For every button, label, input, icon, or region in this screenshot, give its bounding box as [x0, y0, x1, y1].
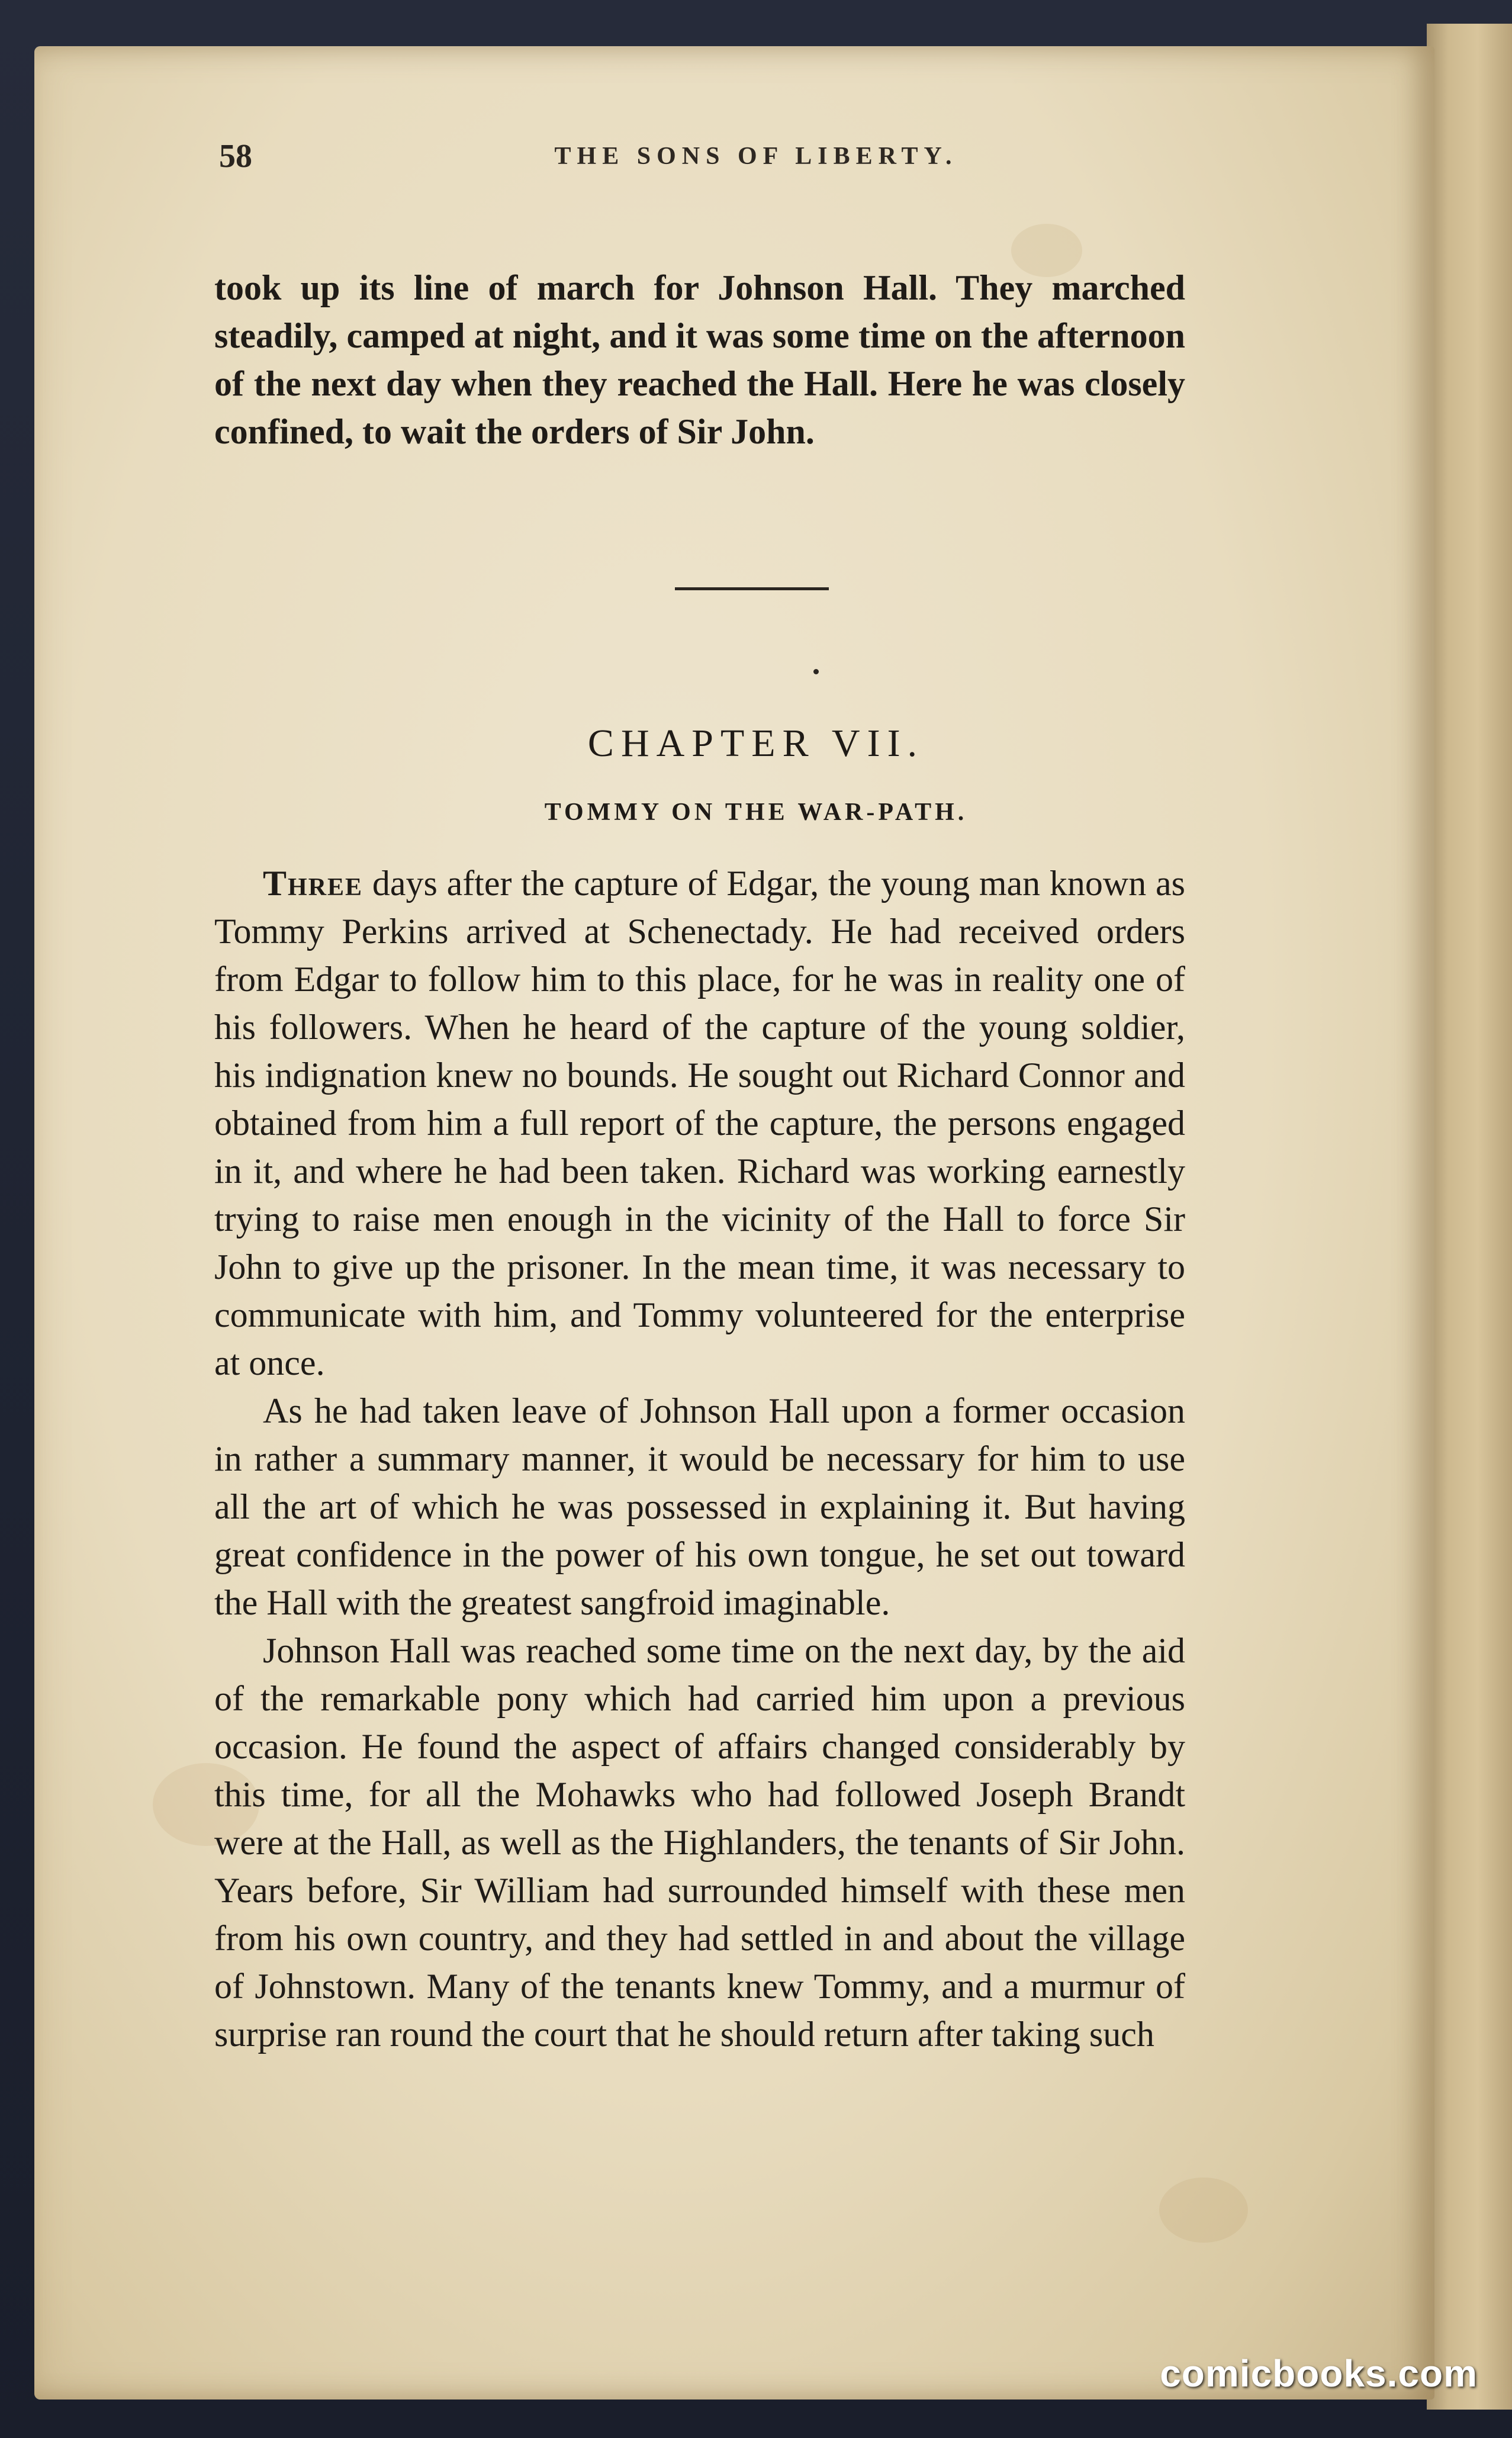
page-number: 58	[219, 138, 252, 175]
chapter-body	[214, 860, 1185, 2059]
paper-stain	[1159, 2178, 1248, 2243]
paragraph: Johnson Hall was reached some time on the next day, by the aid of the remarkable pony which had carried him upon a previous occasion. He found the aspect of affairs changed considerably by this time, for all the Mohawks who had followed Joseph Brandt were at the Hall, as well as the Highlanders, the tenants of Sir John. Years before, Sir William had surrounded himself with these men from his own country, and they had settled in and about the village of Johnstown. Many of the tenants knew Tommy, and a murmur of surprise ran round the court that he should return after taking such	[214, 1631, 1185, 2054]
paragraph	[214, 860, 1185, 1387]
chapter-title: CHAPTER VII.	[587, 722, 925, 765]
ornament-dot	[813, 669, 819, 674]
paragraph-text: days after the capture of Edgar, the young man known as Tommy Perkins arrived at Schenectady. He had received orders from Edgar to follow him to this place, for he was in reality one of his followers. When he heard of the capture of the young soldier, his indignation knew no bounds. He sought out Richard Connor and obtained from him a full report of the capture, the persons engaged in it, and where he had been taken. Richard was working earnestly trying to raise men enough in the vicinity of the Hall to force Sir John to give up the prisoner. In the mean time, it was necessary to communicate with him, and Tommy volunteered for the enterprise at once.	[214, 864, 1185, 1382]
intro-paragraph	[214, 264, 1185, 456]
running-head-title: THE SONS OF LIBERTY.	[554, 143, 958, 170]
facing-page-edge	[1427, 24, 1512, 2410]
watermark-logo: comicbooks.com	[1160, 2352, 1478, 2395]
paragraph-text: took up its line of march for Johnson Hall. They marched steadily, camped at night, and it was some time on the afternoon of the next day when they reached the Hall. Here he was closely confined, to wait the orders of Sir John.	[214, 268, 1185, 451]
chapter-subtitle: TOMMY ON THE WAR-PATH.	[544, 799, 968, 826]
section-divider	[675, 587, 829, 590]
paragraph: As he had taken leave of Johnson Hall upon a former occasion in rather a summary manner, it would be necessary for him to use all the art of which he was possessed in explaining it. But having great confidence in the power of his own tongue, he set out toward the Hall with the greatest sangfroid imaginable.	[214, 1391, 1185, 1622]
drop-word: Three	[263, 864, 363, 903]
